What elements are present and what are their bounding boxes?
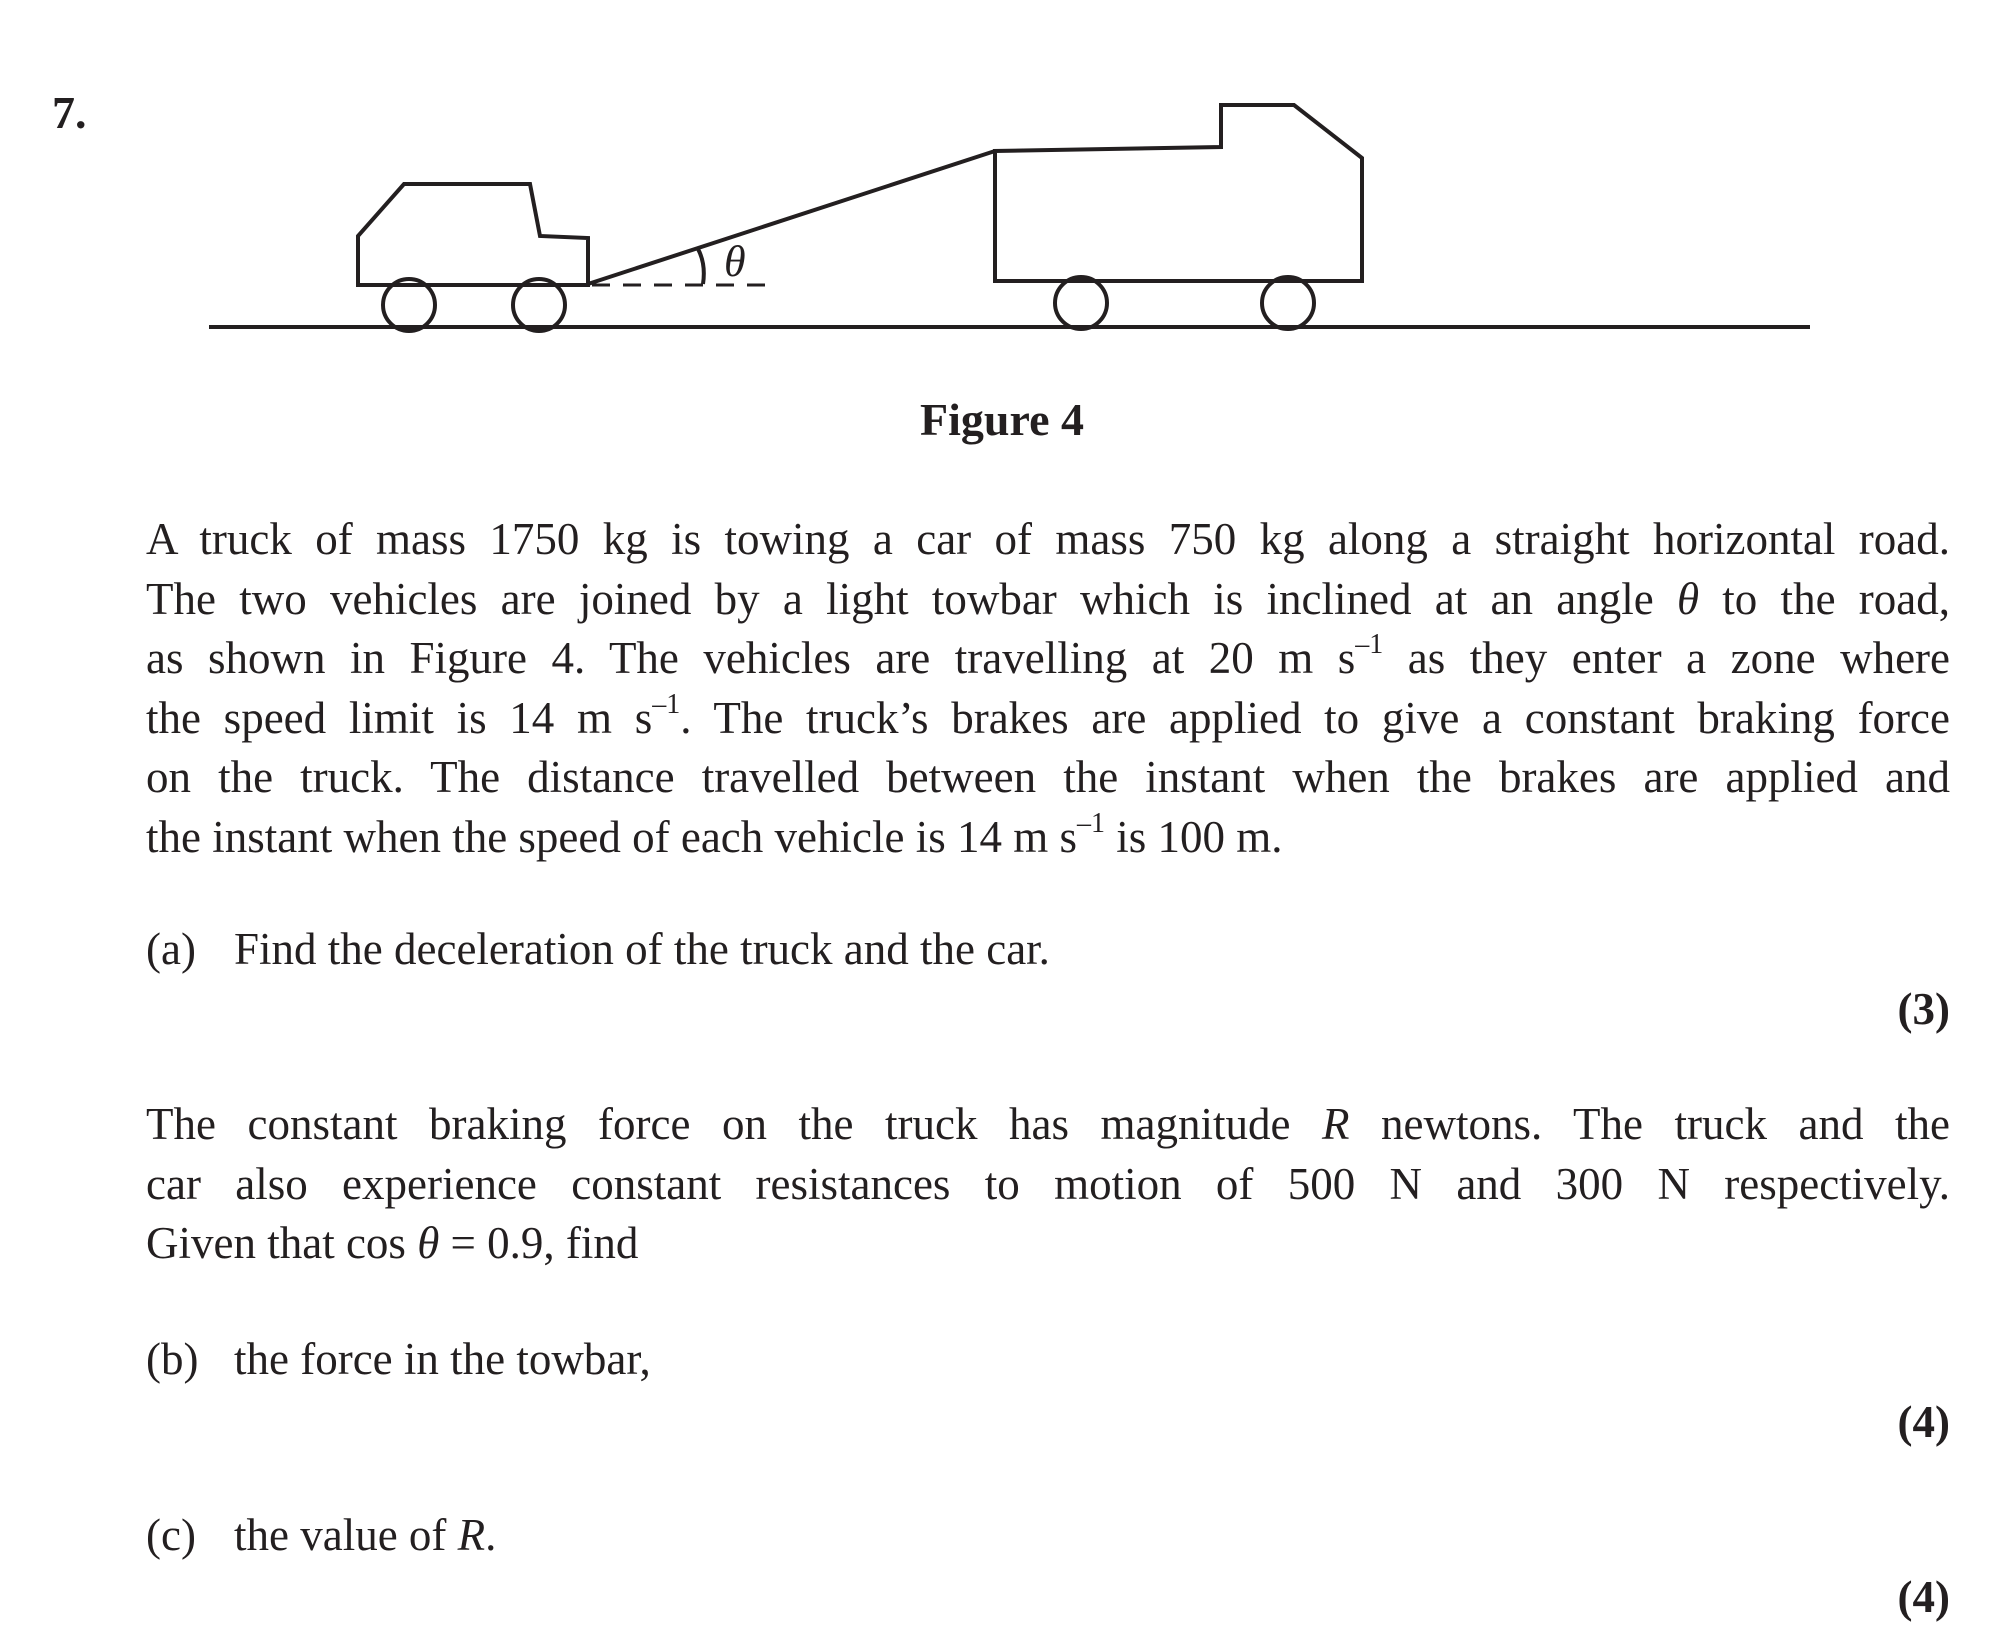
truck-rear-wheel (1055, 277, 1107, 329)
part-a-text: Find the deceleration of the truck and the car. (234, 924, 1050, 974)
theta-symbol: θ (1676, 573, 1700, 624)
theta-symbol-2: θ (417, 1218, 440, 1268)
part-b-marks: (4) (1897, 1397, 1950, 1447)
part-c-label: (c) (146, 1510, 196, 1560)
second-statement-line-3: Given that cos θ = 0.9, find (146, 1218, 639, 1268)
statement-line-1: A truck of mass 1750 kg is towing a car of mass 750 kg along a straight horizontal road. (146, 514, 1950, 564)
part-b-text: the force in the towbar, (234, 1334, 651, 1384)
towbar (588, 151, 995, 284)
car-body (358, 184, 588, 285)
second-statement-line-2: car also experience constant resistances to motion of 500 N and 300 N respectively. (146, 1158, 1950, 1209)
question-number: 7. (52, 87, 87, 138)
truck-front-wheel (1262, 277, 1314, 329)
angle-label: θ (724, 237, 746, 286)
part-a (146, 920, 1050, 979)
part-c-marks: (4) (1897, 1572, 1950, 1622)
R-symbol: R (1322, 1099, 1350, 1149)
part-a-marks: (3) (1897, 984, 1950, 1034)
angle-arc (698, 249, 704, 284)
part-a-label: (a) (146, 924, 196, 974)
figure-4-diagram (0, 0, 2004, 360)
statement-line-5: on the truck. The distance travelled between the instant when the brakes are applied and (146, 752, 1950, 802)
truck-body (995, 105, 1362, 281)
part-c: (c) the value of R. (146, 1506, 496, 1565)
R-symbol-2: R (457, 1510, 486, 1560)
part-b-label: (b) (146, 1334, 199, 1384)
statement-line-6: the instant when the speed of each vehicle is 14 m $s^{-1}$ is 100 m. (146, 807, 1283, 862)
part-b (146, 1330, 651, 1389)
statement-line-3: as shown in Figure 4. The vehicles are travelling at 20 m $s^{-1}$ as they enter a zone where (146, 629, 1950, 683)
second-statement-line-1: The constant braking force on the truck has magnitude R newtons. The truck and the (146, 1099, 1950, 1149)
statement-line-4: the speed limit is 14 m $s^{-1}$. The truck’s brakes are applied to give a constant braking force (146, 688, 1950, 743)
statement-line-2: The two vehicles are joined by a light towbar which is inclined at an angle θ to the road, (146, 573, 1951, 624)
second-statement (146, 1095, 1950, 1274)
figure-caption: Figure 4 (920, 394, 1084, 445)
problem-statement (146, 510, 1950, 867)
